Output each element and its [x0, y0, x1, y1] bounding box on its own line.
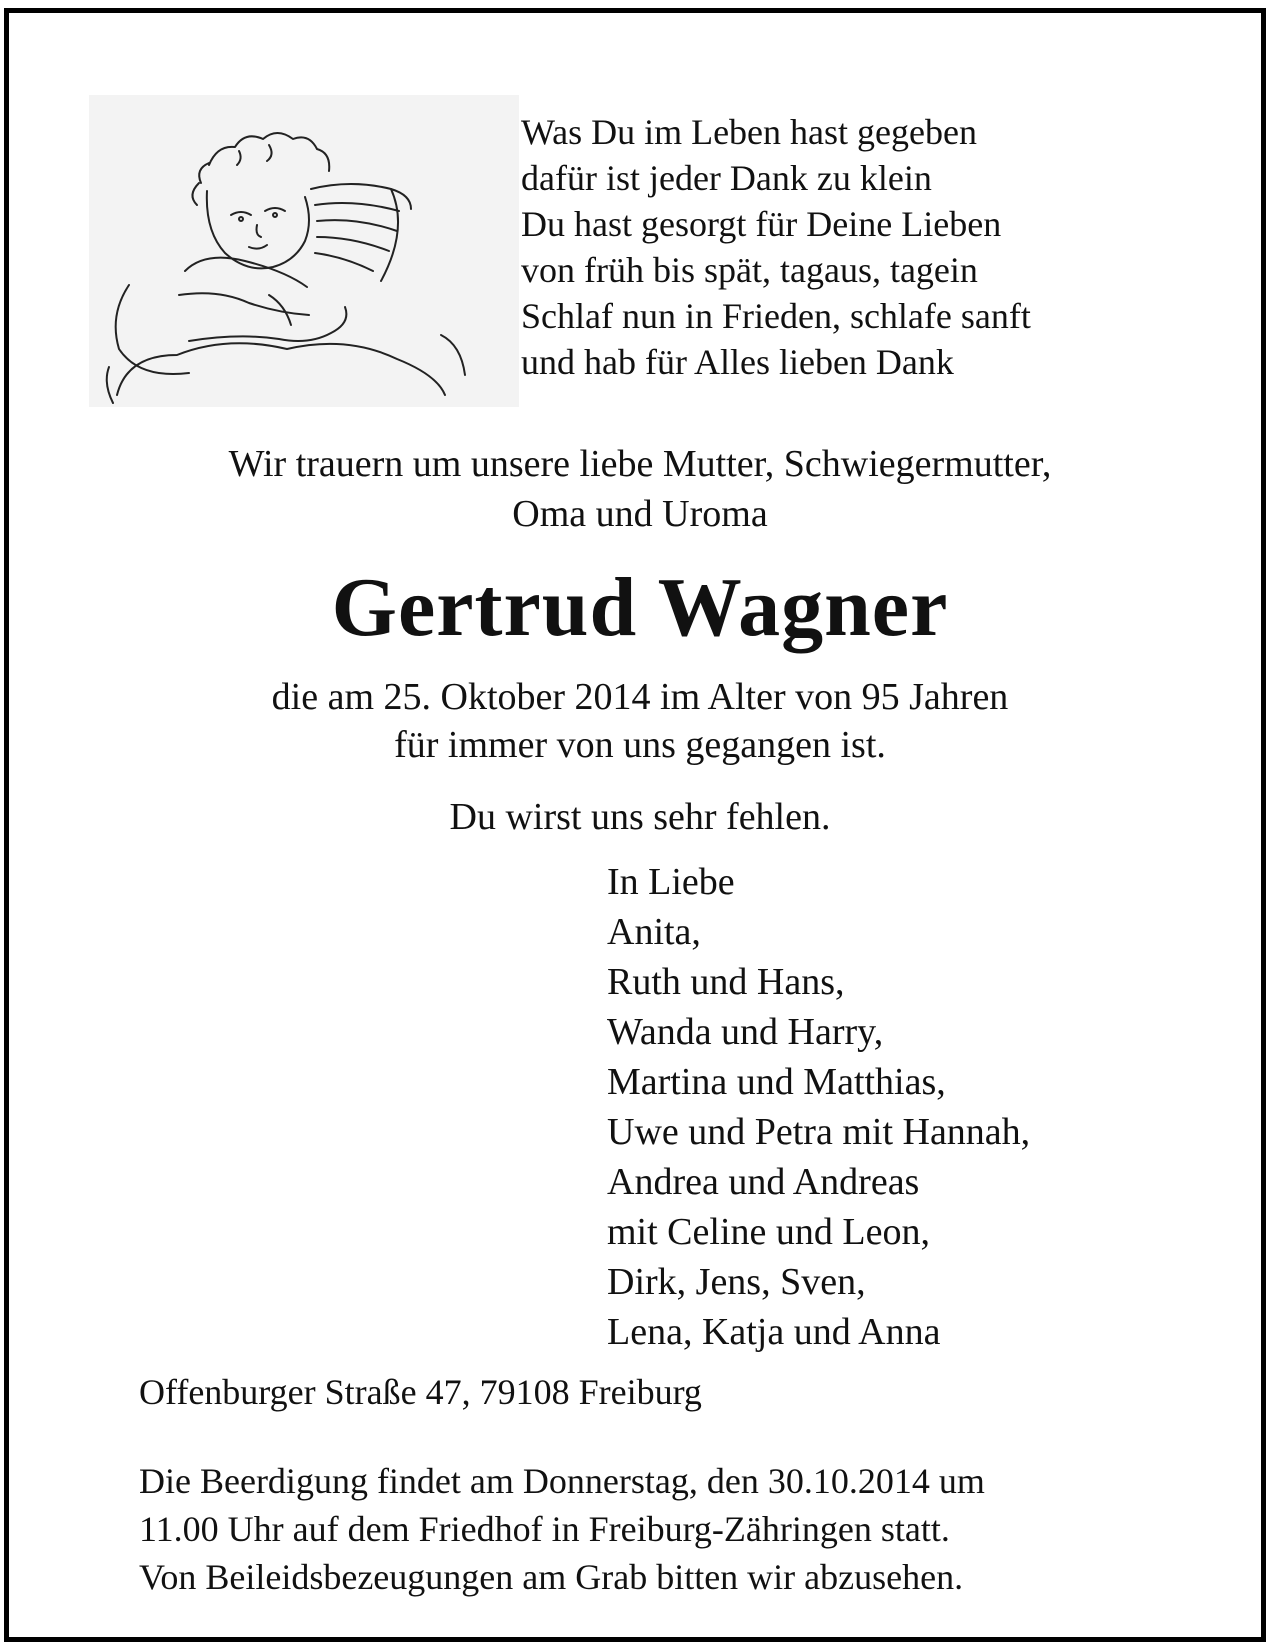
signer-line: Anita,: [607, 911, 701, 953]
signer-line: Dirk, Jens, Sven,: [607, 1261, 866, 1303]
poem-line: dafür ist jeder Dank zu klein: [521, 158, 932, 198]
obituary-frame: [4, 8, 1266, 1642]
signer-line: Wanda und Harry,: [607, 1011, 884, 1053]
mourning-line-2: Oma und Uroma: [512, 493, 768, 535]
poem-line: und hab für Alles lieben Dank: [521, 342, 954, 382]
poem-line: Schlaf nun in Frieden, schlafe sanft: [521, 296, 1031, 336]
address: Offenburger Straße 47, 79108 Freiburg: [139, 1372, 702, 1412]
funeral-line: Von Beileidsbezeugungen am Grab bitten wir abzusehen.: [139, 1557, 964, 1597]
angel-icon: [89, 95, 519, 407]
poem-line: von früh bis spät, tagaus, tagein: [521, 250, 978, 290]
funeral-line: 11.00 Uhr auf dem Friedhof in Freiburg-Zähringen statt.: [139, 1509, 950, 1549]
angel-illustration: [89, 95, 519, 407]
poem-line: Du hast gesorgt für Deine Lieben: [521, 204, 1002, 244]
closing-line: Du wirst uns sehr fehlen.: [449, 796, 831, 838]
signer-line: Martina und Matthias,: [607, 1061, 946, 1103]
death-notice-line-2: für immer von uns gegangen ist.: [394, 724, 886, 766]
funeral-line: Die Beerdigung findet am Donnerstag, den 30.10.2014 um: [139, 1461, 985, 1501]
death-notice: [9, 673, 1271, 769]
signer-line: mit Celine und Leon,: [607, 1211, 930, 1253]
signer-line: Andrea und Andreas: [607, 1161, 920, 1203]
signer-line: Uwe und Petra mit Hannah,: [607, 1111, 1031, 1153]
mourning-line-1: Wir trauern um unsere liebe Mutter, Schwiegermutter,: [228, 443, 1052, 485]
signers-list: [607, 857, 1030, 1357]
poem: [521, 109, 1031, 385]
signer-line: Ruth und Hans,: [607, 961, 845, 1003]
death-notice-line-1: die am 25. Oktober 2014 im Alter von 95 Jahren: [271, 676, 1009, 718]
funeral-info: [139, 1457, 985, 1601]
mourning-statement: [9, 439, 1271, 539]
poem-line: Was Du im Leben hast gegeben: [521, 112, 977, 152]
signer-line: In Liebe: [607, 861, 735, 903]
deceased-name: Gertrud Wagner: [331, 561, 949, 654]
signer-line: Lena, Katja und Anna: [607, 1311, 941, 1353]
